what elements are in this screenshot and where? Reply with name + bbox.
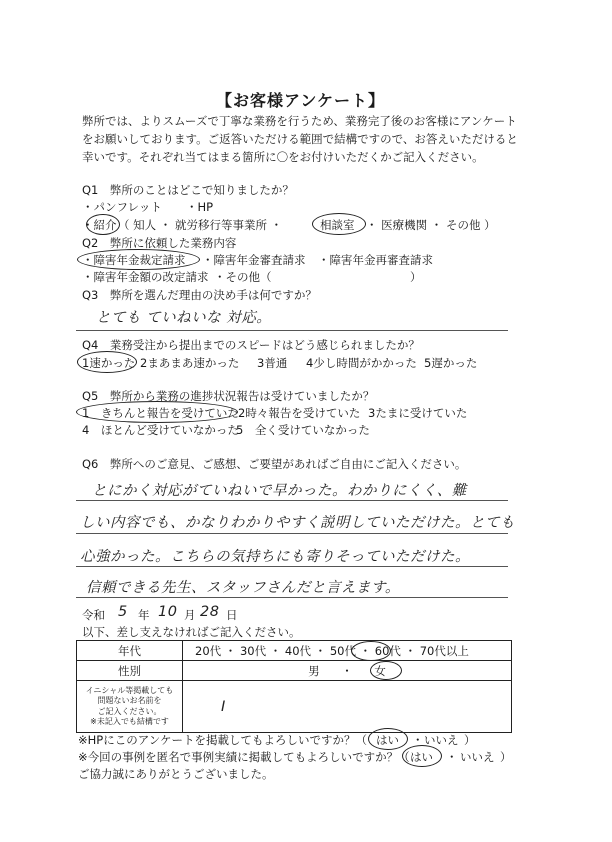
q2-option-2[interactable]: ・障害年金審査請求 xyxy=(202,253,306,267)
initial-label-line-3: ご記入ください。 xyxy=(97,706,162,716)
date-year-label: 年 xyxy=(138,608,150,622)
date-month-label: 月 xyxy=(184,608,196,622)
gender-label: 性別 xyxy=(77,661,183,681)
gender-male[interactable]: 男 xyxy=(308,663,320,678)
initial-label-line-1: イニシャル等掲載しても xyxy=(85,685,174,695)
hp-consent-no[interactable]: いいえ xyxy=(424,733,459,747)
q3-answer[interactable]: とても ていねいな 対応。 xyxy=(96,310,272,326)
q3-question: Q3 弊所を選んだ理由の決め手は何ですか？ xyxy=(82,288,317,302)
age-options-text: 20代 ・ 30代 ・ 40代 ・ 50代 ・ 60代 ・ 70代以上 xyxy=(195,643,469,658)
q2-option-4[interactable]: ・障害年金額の改定請求 xyxy=(82,270,209,284)
q5-option-5[interactable]: 5 全く受けていなかった xyxy=(236,423,370,437)
gender-female[interactable]: 女 xyxy=(374,663,386,678)
case-consent-prefix: ※今回の事例を匿名で事例実績に掲載してもよろしいですか？（ xyxy=(78,750,410,764)
intro-line-1: 弊所では、よりスムーズで丁寧な業務を行うため、業務完了後のお客様にアンケート xyxy=(82,114,517,128)
case-yes-selected-circle xyxy=(402,745,442,767)
q4-option1-selected-circle xyxy=(77,351,137,373)
q5-option-3[interactable]: 3たまに受けていた xyxy=(368,406,468,420)
q6-line-4 xyxy=(76,597,508,598)
date-year[interactable]: 5 xyxy=(118,604,128,620)
q4-option-1[interactable]: 1速かった xyxy=(82,356,136,370)
hp-consent-yes[interactable]: はい xyxy=(376,733,399,747)
gender-options[interactable] xyxy=(183,661,512,681)
case-consent-no[interactable]: いいえ xyxy=(460,750,495,764)
q6-line-3 xyxy=(76,566,508,567)
initial-value-cell[interactable] xyxy=(183,681,512,733)
q1-question: Q1 弊所のことはどこで知りましたか？ xyxy=(82,183,294,197)
hp-consent-sep: ・ xyxy=(412,733,424,747)
page-title: 【お客様アンケート】 xyxy=(216,91,386,110)
q6-answer-line-4[interactable]: 信頼できる先生、スタッフさんだと言えます。 xyxy=(86,580,400,596)
q4-question: Q4 業務受注から提出までのスピードはどう感じられましたか？ xyxy=(82,338,420,352)
q2-option-5-close: ） xyxy=(410,270,422,284)
q4-option-5[interactable]: 5遅かった xyxy=(424,356,478,370)
q4-option-2[interactable]: 2まあまあ速かった xyxy=(140,356,240,370)
date-era: 令和 xyxy=(82,608,105,622)
case-consent-sep: ・ xyxy=(446,750,458,764)
q5-option-1[interactable]: 1 きちんと報告を受けていた xyxy=(82,406,239,420)
intro-line-2: をお願いしております。ご返答いただける範囲で結構ですので、お答えいただけると xyxy=(82,132,518,146)
gender-female-selected-circle xyxy=(370,661,402,680)
q2-question: Q2 弊所に依頼した業務内容 xyxy=(82,236,237,250)
gender-separator: ・ xyxy=(341,663,353,678)
q1-intro-selected-circle xyxy=(86,214,120,235)
q2-option-5[interactable]: ・その他（ xyxy=(214,270,272,284)
initial-label-line-4: ※未記入でも結構です xyxy=(90,717,169,726)
respondent-info-table xyxy=(76,640,512,733)
q4-option-4[interactable]: 4少し時間がかかった xyxy=(306,356,417,370)
q5-question: Q5 弊所から業務の進捗状況報告は受けていましたか？ xyxy=(82,389,375,403)
q1-option-intro[interactable]: ・紹介 xyxy=(82,218,117,232)
q5-option1-selected-circle xyxy=(76,401,238,423)
date-day-label: 日 xyxy=(226,608,238,622)
q6-question: Q6 弊所へのご意見、ご感想、ご要望があればご自由にご記入ください。 xyxy=(82,457,467,471)
case-consent-yes[interactable]: はい xyxy=(410,750,433,764)
date-month[interactable]: 10 xyxy=(158,604,178,620)
q1-consult-selected-circle xyxy=(312,213,366,235)
q1-intro-details: （ 知人 ・ 就労移行等事業所 ・ xyxy=(118,218,283,232)
q4-option-3[interactable]: 3普通 xyxy=(257,356,288,370)
intro-line-3: 幸いです。それぞれ当てはまる箇所に〇をお付けいただくかご記入ください。 xyxy=(82,150,484,164)
age-50-selected-circle xyxy=(351,641,391,661)
initial-value: I xyxy=(221,698,226,715)
q2-option-1[interactable]: ・障害年金裁定請求 xyxy=(82,253,186,267)
initial-label-line-2: 問題ないお名前を xyxy=(97,696,162,705)
q6-answer-line-3[interactable]: 心強かった。こちらの気持ちにも寄りそっていただけた。 xyxy=(80,549,470,565)
q1-option-pamphlet[interactable]: ・パンフレット xyxy=(82,200,162,214)
q1-option-consult[interactable]: 相談室 xyxy=(320,218,355,232)
date-day[interactable]: 28 xyxy=(200,604,220,620)
case-consent-suffix: ） xyxy=(500,750,512,764)
hp-yes-selected-circle xyxy=(368,728,408,750)
q5-option-2[interactable]: 2時々報告を受けていた xyxy=(238,406,361,420)
q6-answer-line-1[interactable]: とにかく対応がていねいで早かった。わかりにくく、難 xyxy=(92,483,467,499)
q2-option-3[interactable]: ・障害年金再審査請求 xyxy=(318,253,433,267)
initial-label xyxy=(77,681,183,733)
thanks-message: ご協力誠にありがとうございました。 xyxy=(78,767,274,781)
hp-consent-prefix: ※HPにこのアンケートを掲載してもよろしいですか？（ xyxy=(78,733,368,747)
age-options[interactable] xyxy=(183,641,512,661)
request-note: 以下、差し支えなければご記入ください。 xyxy=(82,625,301,639)
q3-answer-underline xyxy=(76,330,508,331)
q5-option-4[interactable]: 4 ほとんど受けていなかった xyxy=(82,423,239,437)
q1-intro-tail: ・ 医療機関 ・ その他 ） xyxy=(366,218,496,232)
q1-option-hp[interactable]: ・HP xyxy=(186,200,214,214)
q6-line-1 xyxy=(76,500,508,501)
age-label: 年代 xyxy=(77,641,183,661)
q2-option1-selected-circle xyxy=(77,249,200,270)
q6-answer-line-2[interactable]: しい内容でも、かなりわかりやすく説明していただけた。とても xyxy=(80,515,515,531)
q6-line-2 xyxy=(76,533,508,534)
hp-consent-suffix: ） xyxy=(464,733,476,747)
